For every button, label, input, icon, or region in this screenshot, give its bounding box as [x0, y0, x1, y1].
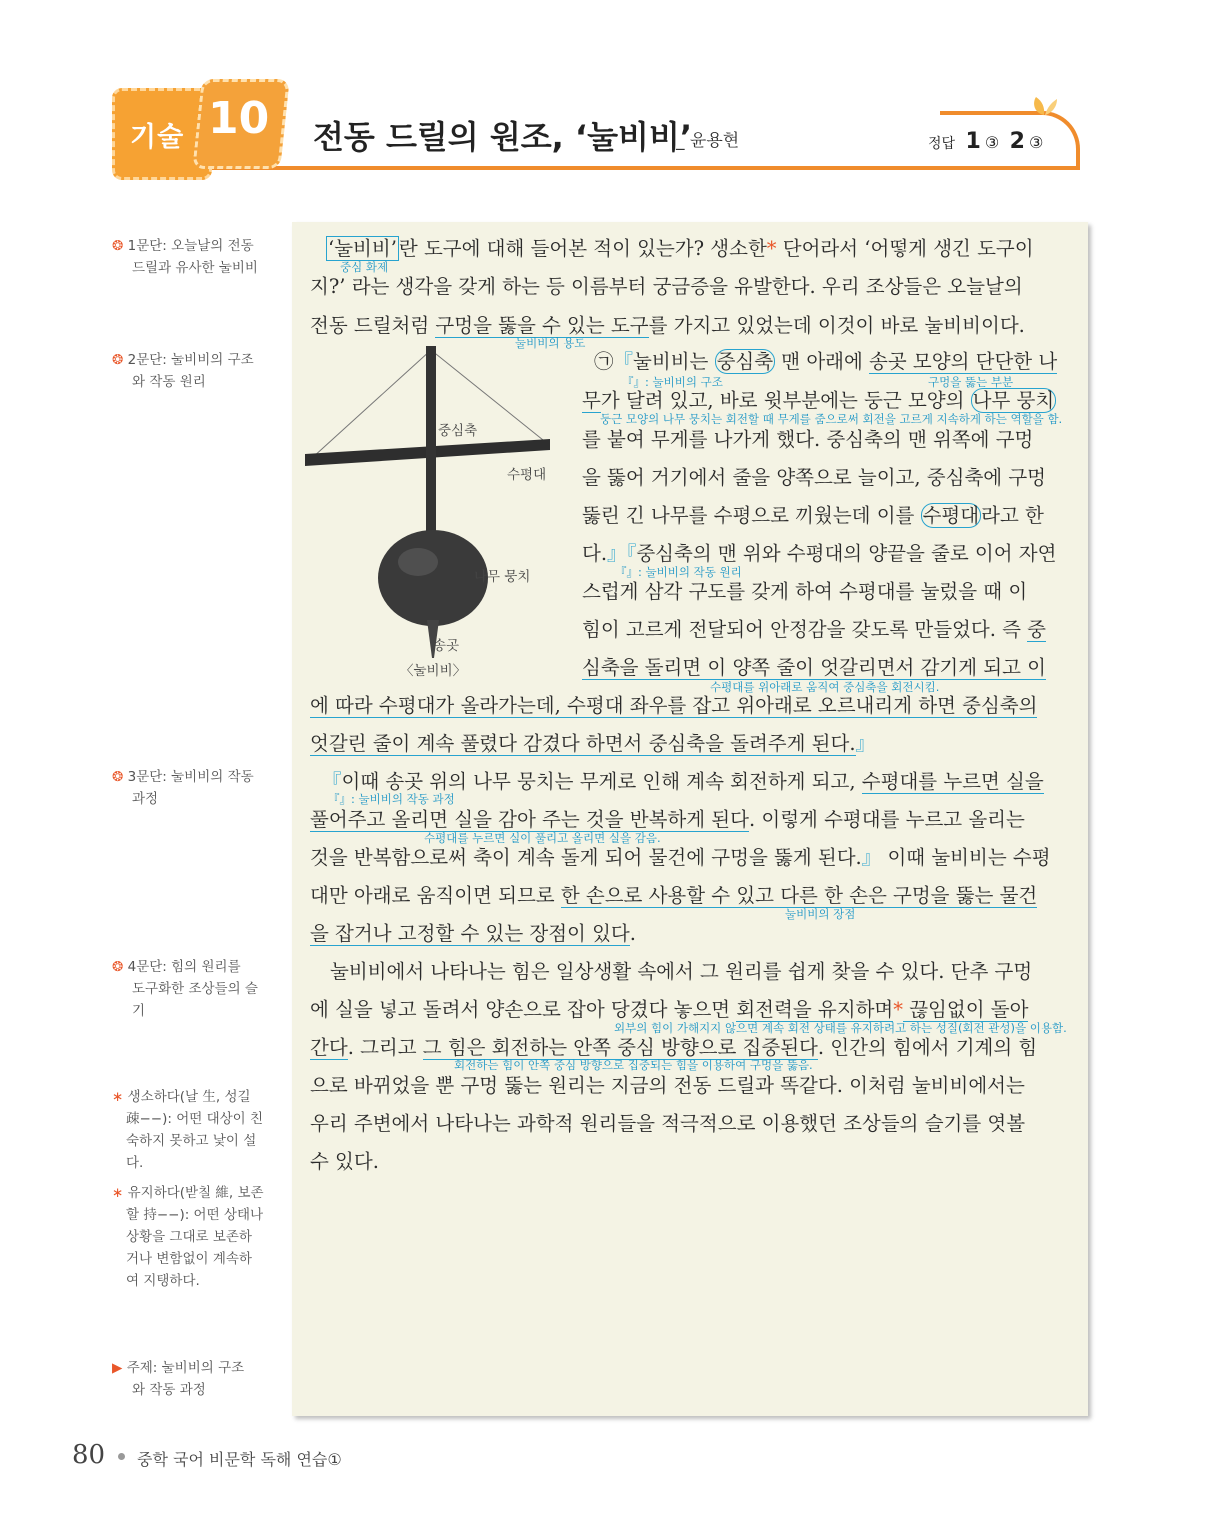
note-structure: 『』: 눌비비의 구조 — [622, 375, 723, 389]
passage-line-25: 수 있다. — [310, 1150, 379, 1173]
page-number: 80 — [72, 1440, 106, 1470]
passage-line-23: 으로 바뀌었을 뿐 구멍 뚫는 원리는 지금의 전동 드릴과 똑같다. 이처럼 눌비비에서는 — [310, 1074, 1025, 1097]
passage-line-14: 엇갈린 줄이 계속 풀렸다 감겼다 하면서 중심축을 돌려주게 된다.』 — [310, 732, 876, 755]
answer-label: 정답 — [928, 136, 956, 152]
passage-line-3: 전동 드릴처럼 구멍을 뚫을 수 있는 도구를 가지고 있었는데 이것이 바로 눌비비이다. — [310, 314, 1025, 337]
answer-key — [928, 129, 1043, 154]
sidebar-topic: ▶ 주제: 눌비비의 구조 와 작동 과정 — [112, 1360, 245, 1398]
answer2-number: 2 — [1009, 129, 1025, 154]
sidebar-paragraph-3: ❂ 3문단: 눌비비의 작동 과정 — [112, 769, 254, 807]
sidebar-paragraph-1: ❂ 1문단: 오늘날의 전동 드릴과 유사한 눌비비 — [112, 238, 258, 276]
passage-line-6: 를 붙여 무게를 나가게 했다. 중심축의 맨 위쪽에 구멍 — [582, 428, 1034, 451]
asterisk-icon: ∗ — [112, 1185, 124, 1201]
note-key-topic: 중심 화제 — [340, 260, 389, 274]
note-bar-motion: 수평대를 위아래로 움직여 중심축을 회전시킴. — [710, 680, 940, 694]
passage-line-5: 무가 달려 있고, 바로 윗부분에는 둥근 모양의 나무 뭉치 — [582, 389, 1055, 412]
glossary-yuji: ∗ 유지하다(받칠 維, 보존 할 持−−): 어떤 상태나 상황을 그대로 보존하 거나 변함없이 계속하 여 지탱하다. — [112, 1185, 264, 1289]
passage-line-9: 다.』『중심축의 맨 위와 수평대의 양끝을 줄로 이어 자연 — [582, 542, 1057, 565]
note-press-release: 수평대를 누르면 실이 풀리고 올리면 실을 감음. — [424, 831, 661, 845]
passage-line-13: 에 따라 수평대가 올라가는데, 수평대 좌우를 잡고 위아래로 오르내리게 하면 중심축의 — [310, 694, 1038, 717]
lesson-number: 10 — [208, 93, 270, 144]
answer2-choice: ③ — [1028, 133, 1044, 152]
note-principle: 『』: 눌비비의 작동 원리 — [615, 565, 742, 579]
label-bar: 수평대 — [507, 467, 547, 483]
passage-line-8: 뚫린 긴 나무를 수평으로 끼웠는데 이를 수평대 라고 한 — [582, 504, 1044, 527]
passage-line-7: 을 뚫어 거기에서 줄을 양쪽으로 늘이고, 중심축에 구멍 — [582, 466, 1047, 489]
footer-dot-icon — [118, 1453, 125, 1460]
author: _ 윤용현 — [676, 131, 740, 151]
leaf-icon — [1030, 95, 1058, 117]
key-topic-box: ‘눌비비’ — [328, 237, 397, 260]
book-title: 중학 국어 비문학 독해 연습① — [137, 1450, 342, 1469]
page-title: 전동 드릴의 원조, ‘눌비비’ — [313, 118, 693, 156]
nulbibi-illustration — [300, 340, 560, 680]
passage-line-10: 스럽게 삼각 구도를 갖게 하여 수평대를 눌렀을 때 이 — [582, 580, 1028, 603]
passage-line-1: ‘눌비비’ 란 도구에 대해 들어본 적이 있는가? 생소한* 단어라서 ‘어떻게 생긴 도구이 — [328, 237, 1034, 260]
passage-line-16: 풀어주고 올리면 실을 감아 주는 것을 반복하게 된다. 이렇게 수평대를 누르고 올리는 — [310, 808, 1025, 831]
passage-line-19: 을 잡거나 고정할 수 있는 장점이 있다. — [310, 922, 636, 945]
triangle-bullet-icon: ▶ — [112, 1360, 123, 1376]
circle-bullet-icon: ❂ — [112, 238, 124, 254]
circle-bullet-icon: ❂ — [112, 959, 124, 975]
note-operation: 『』: 눌비비의 작동 과정 — [328, 792, 455, 806]
sidebar-paragraph-4: ❂ 4문단: 힘의 원리를 도구화한 조상들의 슬 기 — [112, 959, 258, 1019]
passage-line-22: 간다. 그리고 그 힘은 회전하는 안쪽 중심 방향으로 집중된다. 인간의 힘에서 기계의 힘 — [310, 1036, 1038, 1059]
passage-line-4: ㉠『눌비비는 중심축 맨 아래에 송곳 모양의 단단한 나 — [594, 350, 1058, 373]
figure-caption: 〈눌비비〉 — [400, 663, 467, 679]
note-centripetal: 회전하는 힘이 안쪽 중심 방향으로 집중되는 힘을 이용하여 구멍을 뚫음. — [454, 1058, 813, 1072]
note-weight-role: 둥근 모양의 나무 뭉치는 회전할 때 무게를 줌으로써 회전을 고르게 지속하게 하는 역할을 함. — [600, 412, 1063, 426]
passage-line-24: 우리 주변에서 나타나는 과학적 원리들을 적극적으로 이용했던 조상들의 슬기를 엿볼 — [310, 1112, 1026, 1135]
category-label: 기술 — [130, 122, 185, 153]
passage-line-20: 눌비비에서 나타나는 힘은 일상생활 속에서 그 원리를 쉽게 찾을 수 있다. 단추 구멍 — [330, 960, 1033, 983]
passage-line-12: 심축을 돌리면 이 양쪽 줄이 엇갈리면서 감기게 되고 이 — [582, 656, 1047, 679]
passage-line-15: 『이때 송곳 위의 나무 뭉치는 무게로 인해 계속 회전하게 되고, 수평대를 누르면 실을 — [322, 770, 1044, 793]
label-axis: 중심축 — [438, 423, 478, 439]
label-weight: 나무 뭉치 — [474, 569, 531, 585]
note-inertia: 외부의 힘이 가해지지 않으면 계속 회전 상태를 유지하려고 하는 성질(회전 관성)을 이용함. — [614, 1021, 1067, 1035]
passage-line-21: 에 실을 넣고 돌려서 양손으로 잡아 당겼다 놓으면 회전력을 유지하며* 끊임없이 돌아 — [310, 998, 1029, 1021]
passage-line-18: 대만 아래로 움직이면 되므로 한 손으로 사용할 수 있고 다른 한 손은 구멍을 뚫는 물건 — [310, 884, 1038, 907]
sidebar-paragraph-2: ❂ 2문단: 눌비비의 구조 와 작동 원리 — [112, 352, 254, 390]
nulbibi-figure — [300, 340, 560, 680]
answer1-choice: ③ — [984, 133, 1000, 152]
note-usage: 눌비비의 용도 — [515, 336, 586, 350]
answer1-number: 1 — [965, 129, 981, 154]
label-tip: 송곳 — [433, 638, 460, 654]
circle-bullet-icon: ❂ — [112, 769, 124, 785]
passage-line-11: 힘이 고르게 전달되어 안정감을 갖도록 만들었다. 즉 중 — [582, 618, 1047, 641]
note-drill-part: 구멍을 뚫는 부분 — [928, 375, 1014, 389]
note-advantage: 눌비비의 장점 — [785, 907, 856, 921]
asterisk-icon: ∗ — [112, 1089, 124, 1105]
glossary-saengso: ∗ 생소하다(날 生, 성길 疎−−): 어떤 대상이 친 숙하지 못하고 낯이 설 다. — [112, 1089, 264, 1171]
circle-bullet-icon: ❂ — [112, 352, 124, 368]
passage-line-2: 지?’ 라는 생각을 갖게 하는 등 이름부터 궁금증을 유발한다. 우리 조상들은 오늘날의 — [310, 275, 1023, 298]
passage-line-17: 것을 반복함으로써 축이 계속 돌게 되어 물건에 구멍을 뚫게 된다.』 이때 눌비비는 수평 — [310, 846, 1051, 869]
